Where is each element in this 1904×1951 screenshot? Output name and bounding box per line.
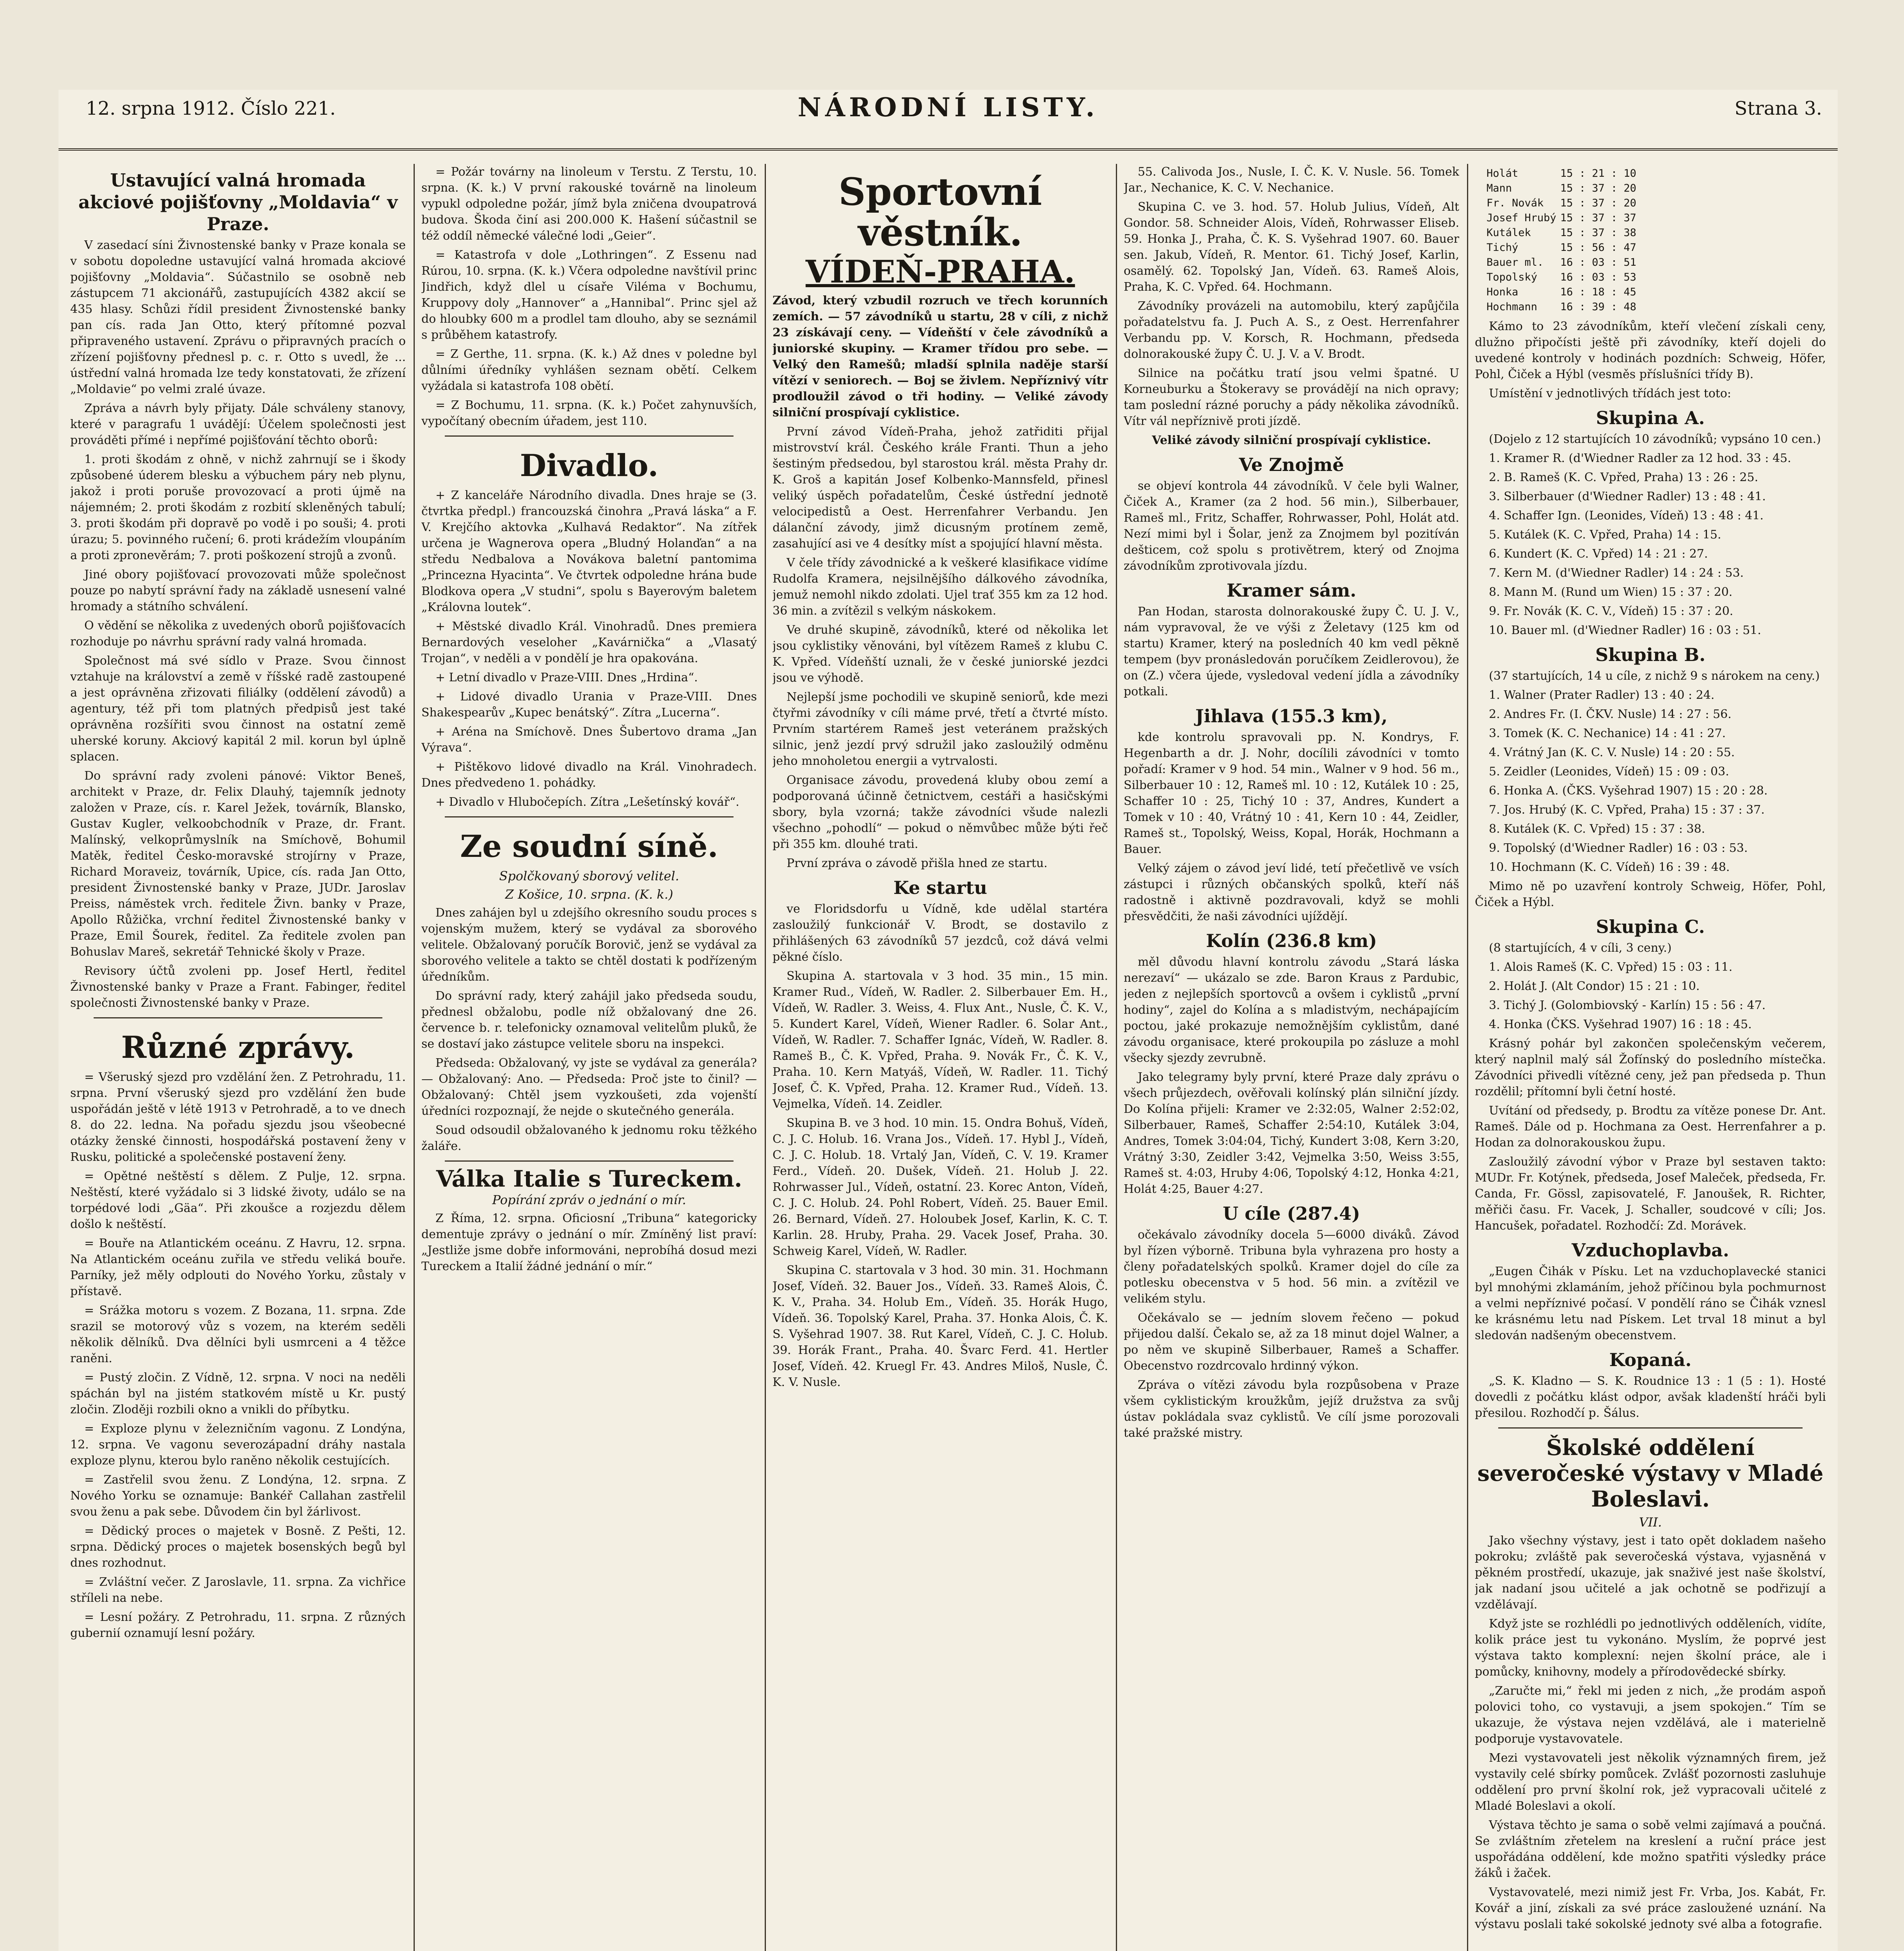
divider xyxy=(445,435,734,437)
list-item: 9. Fr. Novák (K. C. V., Vídeň) 15 : 37 : 20. xyxy=(1489,604,1733,618)
list-item: 1. Alois Rameš (K. C. Vpřed) 15 : 03 : 11. xyxy=(1489,960,1733,974)
divider xyxy=(445,1160,734,1162)
list-item: 2. Holát J. (Alt Condor) 15 : 21 : 10. xyxy=(1489,979,1700,993)
paragraph: Skupina C. ve 3. hod. 57. Holub Julius, Vídeň, Alt Gondor. 58. Schneider Alois, Vídeň, Rohrwasser Eliseb. 59. Honka J., Praha, Č. K. S. Vyšehrad 1907. 60. Bauer sen. Jakub, Vídeň, R. Mentor. 61. Tichý Josef, Karlin, osamělý. 62. Topolský Jan, Vídeň. 63. Rameš Alois, Praha, K. C. Vpřed. 64. Hochmann. xyxy=(1124,200,1459,294)
paragraph: Když jste se rozhlédli po jednotlivých odděleních, vidíte, kolik práce jest tu vykonáno. Myslím, že poprvé jest výstava takto komplexní: nejen školní práce, ale i pomůcky, knihovny, modely a přírodovědecké sbírky. xyxy=(1475,1617,1826,1679)
masthead xyxy=(59,90,1838,151)
news-item: = Dědický proces o majetek v Bosně. Z Pešti, 12. srpna. Dědický proces o majetek bosenských begů byl dnes rozhodnut. xyxy=(70,1524,406,1570)
list-item: 8. Mann M. (Rund um Wien) 15 : 37 : 20. xyxy=(1489,585,1733,599)
paragraph: Jiné obory pojišťovací provozovati může společnost pouze po nabytí správní řady na základě usnesení valné hromady a státního schválení. xyxy=(70,568,406,613)
paragraph: Pan Hodan, starosta dolnorakouské župy Č. U. J. V., nám vypravoval, že ve výši z Želetavy (125 km od startu) Kramer, který na posledních 40 km vedl pěkně tempem (byv pronásledován poručíkem Zeidlerovou), že on (Z.) včera újede, vysledoval vedení jídla a závodníky potkali. xyxy=(1124,605,1459,698)
paragraph: Závodníky provázeli na automobilu, který zapůjčila pořadatelstvu fa. J. Puch A. S., z Oest. Herrenfahrer Verbandu pp. V. Korsch, R. Hochmann, předseda dolnorakouské župy Č. U. J. V. a V. Brodt. xyxy=(1124,299,1459,361)
paragraph: Ve druhé skupině, závodníků, které od několika let jsou cyklistiky věnováni, byl vítězem Rameš z klubu C. K. Vpřed. Vídeňští uznali, že v české juniorské jezdci jsou ve výhodě. xyxy=(773,623,1108,685)
list-item: 5. Kutálek (K. C. Vpřed, Praha) 14 : 15. xyxy=(1489,528,1721,542)
court-subheading: Spolčkovaný sborový velitel. xyxy=(499,869,679,883)
group-c-heading: Skupina C. xyxy=(1596,916,1705,937)
paragraph: Veliké závody silniční prospívají cyklistice. xyxy=(1152,434,1431,447)
news-item: = Pustý zločin. Z Vídně, 12. srpna. V noci na neděli spáchán byl na jistém statkovém místě u Kr. pustý zločin. Zloději rozbili okno a vnikli do příbytku. xyxy=(70,1371,406,1416)
paragraph: 55. Calivoda Jos., Nusle, I. Č. K. V. Nusle. 56. Tomek Jar., Nechanice, K. C. V. Nechanice. xyxy=(1124,165,1459,195)
paragraph: Mimo ně po uzavření kontroly Schweig, Höfer, Pohl, Čiček a Hýbl. xyxy=(1475,880,1826,909)
table-row: Tichý 15 : 56 : 47 xyxy=(1487,242,1636,254)
lead-summary: Závod, který vzbudil rozruch ve třech korunních zemích. — 57 závodníků u startu, 28 v cíli, z nichž 23 získávají ceny. — Vídeňští v čele závodníků a juniorské skupiny. — Kramer třídou pro sebe. — Velký den Ramešů; mladší splnila naděje starší vítězí v seniorech. — Boj se živlem. Nepříznivý vítr prodloužil závod o tři hodiny. — Veliké závody silniční prospívají cyklistice. xyxy=(773,294,1108,419)
divider xyxy=(94,1017,382,1018)
paragraph: se objeví kontrola 44 závodníků. V čele byli Walner, Čiček A., Kramer (za 2 hod. 56 min.), Silberbauer, Rameš ml., Fritz, Schaffer, Rohrwasser, Pohl, Holát atd. Nezí mimi byl i Šolar, jenž za Znojmem byl pozitíván dešticem, což spolu s protivětrem, který od Znojma závodníkům zprotivovala jízdu. xyxy=(1124,479,1459,573)
list-item: 4. Honka (ČKS. Vyšehrad 1907) 16 : 18 : 45. xyxy=(1489,1018,1752,1031)
list-item: 6. Honka A. (ČKS. Vyšehrad 1907) 15 : 20 : 28. xyxy=(1489,784,1768,798)
theatre-item: + Aréna na Smíchově. Dnes Šubertovo drama „Jan Výrava“. xyxy=(421,725,757,755)
column-3 xyxy=(773,164,1108,1951)
news-item: = Exploze plynu v železničním vagonu. Z Londýna, 12. srpna. Ve vagonu severozápadní dráhy nastala exploze plynu, kterou bylo raněno několik cestujících. xyxy=(70,1422,406,1468)
list-item: 10. Hochmann (K. C. Vídeň) 16 : 39 : 48. xyxy=(1489,860,1730,874)
news-item: = Zvláštní večer. Z Jaroslavle, 11. srpna. Za vichřice stříleli na nebe. xyxy=(70,1575,406,1605)
paragraph: Soud odsoudil obžalovaného k jednomu roku těžkého žaláře. xyxy=(421,1123,757,1153)
paragraph: Do správní rady zvoleni pánové: Viktor Beneš, architekt v Praze, dr. Felix Dlauhý, tajemník jednoty založen v Praze, cís. r. Karel Ježek, továrník, Blansko, Gustav Kugler, velkoobchodník v Praze, dr. Frant. Malínský, velkoprůmyslník na Smíchově, Bohumil Matěk, ředitel Česko-moravské strojírny v Praze, Richard Moraveiz, továrník, Upice, cís. rada Jan Otto, president Živnostenské banky v Praze, JUDr. Jaroslav Preiss, náměstek vrch. ředitele Živn. banky v Praze, Apollo Růžička, vrchní ředitel Živnostenské banky v Praze, Emil Šourek, ředitel. Za ředitele zvolen pan Bohuslav Mareš, sekretář Tehnické školy v Praze. xyxy=(70,769,406,959)
list-item: 4. Vrátný Jan (K. C. V. Nusle) 14 : 20 : 55. xyxy=(1489,746,1735,759)
paragraph: Velký zájem o závod jeví lidé, tetí přečetlivě ve vsích zástupci i různých občanských spolků, kteří náš radostně i aktivně pozdravovali, když se mohli přesvědčiti, že naši závodníci ujíždějí. xyxy=(1124,862,1459,923)
paragraph: očekávalo závodníky docela 5—6000 diváků. Závod byl řízen výborně. Tribuna byla vyhrazena pro hosty a členy pořadatelských spolků. Kramer dojel do cíle za potlesku obecenstva v 5 hod. 56 min. a zvítězil ve velikém stylu. xyxy=(1124,1228,1459,1306)
table-row: Bauer ml. 16 : 03 : 51 xyxy=(1487,256,1636,268)
paragraph: Dnes zahájen byl u zdejšího okresního soudu proces s vojenským mužem, který se vydával za sborového velitele. Obžalovaný poručík Borovič, jenž se vydával za sborového velitele a takto se chtěl dostati k podřízeným úředníkům. xyxy=(421,906,757,984)
paragraph: měl důvodu hlavní kontrolu závodu „Stará láska nerezaví“ — ukázalo se zde. Baron Kraus z Pardubic, jeden z nejlepších sportovců a ovšem i cyklistů „první hodiny“, zajel do Kolína a s mladistvým, nechápajícím poctou, jaké prokazuje nemožnějším cyklistům, dané závodu organisace, které prokoupila po zásluze a mohl všecky sjezdy zevrubně. xyxy=(1124,955,1459,1065)
table-row: Topolský 16 : 03 : 53 xyxy=(1487,271,1636,283)
paragraph: Z Říma, 12. srpna. Oficiosní „Tribuna“ kategoricky dementuje zprávy o jednání o mír. Zmíněný list praví: „Jestliže jsme dobře informováni, neprobíhá dosud mezi Tureckem a Italií žádné jednání o mír.“ xyxy=(421,1212,757,1273)
column-rule xyxy=(1467,164,1468,1951)
table-row: Holát 15 : 21 : 10 xyxy=(1487,167,1636,179)
page-number: Strana 3. xyxy=(1734,98,1822,119)
kolin-heading: Kolín (236.8 km) xyxy=(1206,930,1377,951)
paragraph: Umístění v jednotlivých třídách jest toto: xyxy=(1489,387,1732,400)
kramer-heading: Kramer sám. xyxy=(1226,580,1357,601)
paragraph: „Eugen Čihák v Písku. Let na vzduchoplavecké stanici byl mnohými zklamáním, jehož příčinou byla pochmurnost a velmi nepříznivé počasí. V pondělí ráno se Čihák vznesl ke krásnému letu nad Pískem. Let trval 18 minut a byl sledován nadšeným obecenstvem. xyxy=(1475,1265,1826,1342)
list-item: 10. Bauer ml. (d'Wiedner Radler) 16 : 03 : 51. xyxy=(1489,624,1761,637)
list-item: 2. B. Rameš (K. C. Vpřed, Praha) 13 : 26 : 25. xyxy=(1489,471,1758,484)
paragraph: kde kontrolu spravovali pp. N. Kondrys, F. Hegenbarth a dr. J. Nohr, docílili závodníci v tomto pořadí: Kramer v 9 hod. 54 min., Walner v 9 hod. 56 m., Silberbauer 10 : 12, Rameš ml. 10 : 12, Kutálek 10 : 25, Schaffer 10 : 25, Tichý 10 : 37, Andres, Kundert a Tomek v 10 : 40, Vrátný 10 : 41, Kern 10 : 44, Zeidler, Rameš st., Topolský, Weiss, Kopal, Horák, Hochmann a Bauer. xyxy=(1124,730,1459,856)
theatre-item: + Z kanceláře Národního divadla. Dnes hraje se (3. čtvrtka předpl.) francouzská činohra „Pravá láska“ a F. V. Krejčího aktovka „Kulhavá Redaktor“. Na zítřek určena je Wagnerova opera „Bludný Holanďan“ a na středu Nedbalova a Novákova baletní pantomima „Princezna Hyacinta“. Ve čtvrtek odpoledne hrána bude Blodkova opera „V studni“, spolu s Bayerovým baletem „Královna loutek“. xyxy=(421,489,757,614)
issue-date: 12. srpna 1912. Číslo 221. xyxy=(86,98,336,119)
sport-section-title: Sportovní věstník. xyxy=(838,170,1042,254)
table-row: Fr. Novák 15 : 37 : 20 xyxy=(1487,197,1636,209)
list-item: 7. Jos. Hrubý (K. C. Vpřed, Praha) 15 : 37 : 37. xyxy=(1489,803,1765,817)
theatre-item: + Pištěkovo lidové divadlo na Král. Vinohradech. Dnes předvedeno 1. pohádky. xyxy=(421,760,757,790)
paragraph: O vědění se několika z uvedených oborů pojišťovacích rozhoduje po návrhu správní rady valná hromada. xyxy=(70,619,406,649)
paragraph: Uvítání od předsedy, p. Brodtu za vítěze ponese Dr. Ant. Rameš. Dále od p. Hochmana za Oest. Herrenfahrer a p. Hodan za dolnorakouskou župu. xyxy=(1475,1104,1826,1150)
paragraph: „Zaručte mi,“ řekl mi jeden z nich, „že prodám aspoň polovici toho, co vystavuji, a jsem spokojen.“ Tím se ukazuje, že výstava nejen vzdělává, ale i materielně podporuje vystavovatele. xyxy=(1475,1684,1826,1746)
paragraph: V zasedací síni Živnostenské banky v Praze konala se v sobotu dopoledne ustavující valná hromada akciové pojišťovny „Moldavia“. Súčastnilo se osobně neb zástupcem 71 akcionářů, zastupujících 4382 akcií se 435 hlasy. Schůzi řídil president Živnostenské banky pan cís. rada Jan Otto, který přítomné pozval připraveného ustavení. Zprávu o připravných pracích o zřízení pojišťovny přednesl p. c. r. Otto s uvedl, že ... ústřední valná hromada lze tedy konstatovati, že zřízení „Moldavie“ po velmi zralé úvaze. xyxy=(70,238,406,396)
group-note: (8 startujících, 4 v cíli, 3 ceny.) xyxy=(1489,941,1672,955)
list-item: 3. Silberbauer (d'Wiedner Radler) 13 : 48 : 41. xyxy=(1489,490,1766,503)
football-heading: Kopaná. xyxy=(1609,1349,1692,1370)
znojmo-heading: Ve Znojmě xyxy=(1239,454,1344,475)
results-table xyxy=(1487,166,1640,315)
part-number: VII. xyxy=(1639,1515,1662,1530)
column-rule xyxy=(414,164,415,1951)
jihlava-heading: Jihlava (155.3 km), xyxy=(1195,705,1388,727)
section-heading-ze-soudni-sine: Ze soudní síně. xyxy=(460,829,718,864)
news-item: = Všeruský sjezd pro vzdělání žen. Z Petrohradu, 11. srpna. První všeruský sjezd pro vzdělání žen bude uspořádán ještě v létě 1913 v Petrohradě, a to ve dnech 8. do 22. ledna. Na pořadu sjezdu jsou všeobecné otázky ženské činnosti, hospodářská postavení ženy v Rusku, politické a společenské postavení ženy. xyxy=(70,1070,406,1164)
start-heading: Ke startu xyxy=(893,877,988,898)
table-row: Mann 15 : 37 : 20 xyxy=(1487,182,1636,194)
paragraph: Revisory účtů zvoleni pp. Josef Hertl, ředitel Živnostenské banky v Praze a Frant. Fabinger, ředitel společnosti Živnostenské banky v Praze. xyxy=(70,964,406,1010)
paragraph: Silnice na počátku tratí jsou velmi špatné. U Korneuburku a Štokeravy se provádějí na nich opravy; tam poslední rázné poruchy a pády několika závodníků. Vítr vál nepříznivě proti jízdě. xyxy=(1124,366,1459,428)
aviation-heading: Vzduchoplavba. xyxy=(1572,1240,1729,1261)
news-item: = Z Bochumu, 11. srpna. (K. k.) Počet zahynuvších, vypočítaný obecním úřadem, jest 110. xyxy=(421,398,757,428)
paragraph: Jako všechny výstavy, jest i tato opět dokladem našeho pokroku; zvláště pak severočeská výstava, vyjasněná v pěkném prostředí, ukazuje, jak snaživé jest naše školství, jak nadaní jsou učitelé a jak ochotně se podřizují a vzdělávají. xyxy=(1475,1534,1826,1612)
column-5 xyxy=(1475,164,1826,1951)
war-subheading: Popírání zpráv o jednání o mír. xyxy=(492,1192,686,1207)
finish-heading: U cíle (287.4) xyxy=(1223,1203,1360,1224)
news-item: = Lesní požáry. Z Petrohradu, 11. srpna. Z různých gubernií oznamují lesní požáry. xyxy=(70,1610,406,1640)
moldavia-headline: Ustavující valná hromada akciové pojišťovny „Moldavia“ v Praze. xyxy=(78,170,398,235)
paragraph: 1. proti škodám z ohně, v nichž zahrnují se i škody způsobené úderem blesku a výbuchem páry neb plynu, jakož i proti poruše provozovací a proti újmě na nájemném; 2. proti škodám z rozbití skleněných tabulí; 3. proti škodám při dopravě po vodě i po souši; 4. proti úrazu; 5. povinného ručení; 6. proti krádežím vloupáním a proti zpronevěrám; 7. proti poškození strojů a zvonů. xyxy=(70,453,406,562)
section-heading-divadlo: Divadlo. xyxy=(520,448,659,483)
paragraph: První zpráva o závodě přišla hned ze startu. xyxy=(787,856,1048,870)
paragraph: Kámo to 23 závodníkům, kteří vlečení získali ceny, dlužno připočísti ještě při závodníky, kteří dojeli do uvedené kontroly v hodinách pozdních: Schweig, Höfer, Pohl, Čiček a Hýbl (vesměs příslušníci třídy B). xyxy=(1475,320,1826,381)
paragraph: Výstava těchto je sama o sobě velmi zajímavá a poučná. Se zvláštním zřetelem na kreslení a ruční práce jest uspořádána oddělení, kde možno spatřiti výsledky práce žáků i žaček. xyxy=(1475,1818,1826,1880)
table-row: Hochmann 16 : 39 : 48 xyxy=(1487,301,1636,313)
section-heading-ruzne-zpravy: Různé zprávy. xyxy=(121,1030,355,1065)
paragraph: „S. K. Kladno — S. K. Roudnice 13 : 1 (5 : 1). Hosté dovedli z počátku klást odpor, avšak kladenští hráči byli přesilou. Rozhodčí p. Šálus. xyxy=(1475,1374,1826,1420)
table-row: Kutálek 15 : 37 : 38 xyxy=(1487,227,1636,239)
paragraph: Jako telegramy byly první, které Praze daly zprávu o všech průjezdech, ověřovali kolínský plán silniční jízdy. Do Kolína přijeli: Kramer ve 2:32:05, Walner 2:52:02, Silberbauer, Rameš, Schaffer 2:54:10, Kutálek 3:04, Andres, Tomek 3:04:04, Tichý, Kundert 3:08, Kern 3:20, Vrátný 3:30, Zeidler 3:42, Vejmelka 3:50, Weiss 3:55, Rameš st. 4:03, Hruby 4:06, Topolský 4:12, Honka 4:21, Holát 4:25, Bauer 4:27. xyxy=(1124,1070,1459,1196)
group-note: (37 startujících, 14 u cíle, z nichž 9 s nárokem na ceny.) xyxy=(1489,669,1820,683)
list-item: 9. Topolský (d'Wiedner Radler) 16 : 03 : 53. xyxy=(1489,841,1748,855)
list-item: 2. Andres Fr. (I. ČKV. Nusle) 14 : 27 : 56. xyxy=(1489,707,1732,721)
theatre-item: + Městské divadlo Král. Vinohradů. Dnes premiera Bernardových veseloher „Kavárnička“ a „Vlasatý Trojan“, v neděli a v pondělí je hra opakována. xyxy=(421,620,757,665)
paragraph: Organisace závodu, provedená kluby obou zemí a podporovaná účinně četnictvem, cestáři a hasičskými sbory, byla vzorná; takže závodníci všude nalezli všechno „pohodlí“ — pokud o němvůbec může býti řeč při 355 km. dlouhé trati. xyxy=(773,773,1108,851)
race-title: VÍDEŇ-PRAHA. xyxy=(805,253,1075,290)
list-item: 7. Kern M. (d'Wiedner Radler) 14 : 24 : 53. xyxy=(1489,566,1744,580)
war-headline: Válka Italie s Tureckem. xyxy=(436,1166,742,1192)
news-item: = Požár továrny na linoleum v Terstu. Z Terstu, 10. srpna. (K. k.) V první rakouské továrně na linoleum vypukl odpoledne požár, jímž byla zničena dvoupatrová budova. Škoda činí asi 200.000 K. Hašení súčastnil se též oddíl německé válečné lodi „Geier“. xyxy=(421,165,757,243)
column-rule xyxy=(1116,164,1117,1951)
group-b-heading: Skupina B. xyxy=(1595,644,1706,665)
column-1 xyxy=(70,164,406,1951)
table-row: Honka 16 : 18 : 45 xyxy=(1487,286,1636,298)
divider xyxy=(1498,1427,1803,1429)
paragraph: Krásný pohár byl zakončen společenským večerem, který naplnil malý sál Žofínský do posledního místečka. Závodníci přivedli vítězné ceny, jež pan předseda p. Thun rozdělil; přítomní byli četní hosté. xyxy=(1475,1037,1826,1098)
column-2 xyxy=(421,164,757,1951)
paragraph: Skupina A. startovala v 3 hod. 35 min., 15 min. Kramer Rud., Vídeň, W. Radler. 2. Silberbauer Em. H., Vídeň, W. Radler. 3. Weiss, 4. Flux Ant., Nusle, Č. K. V., 5. Kundert Karel, Vídeň, Wiener Radler. 6. Solar Ant., Vídeň, W. Radler. 7. Schaffer Ignác, Vídeň, W. Radler. 8. Rameš B., Č. K. Vpřed, Praha. 9. Novák Fr., Č. K. V., Praha. 10. Kern Matyáš, Vídeň, W. Radler. 11. Tichý Josef, Č. K. Vpřed, Praha. 12. Kramer Rud., Vídeň. 13. Vejmelka, Vídeň. 14. Zeidler. xyxy=(773,969,1108,1111)
paragraph: Předseda: Obžalovaný, vy jste se vydával za generála? — Obžalovaný: Ano. — Předseda: Proč jste to činil? — Obžalovaný: Chtěl jsem vyzkoušeti, zda vojenští úředníci rozpoznají, že nejde o skutečného generála. xyxy=(421,1056,757,1118)
column-4 xyxy=(1124,164,1459,1951)
court-dateline: Z Košice, 10. srpna. (K. k.) xyxy=(505,887,673,902)
list-item: 6. Kundert (K. C. Vpřed) 14 : 21 : 27. xyxy=(1489,547,1708,561)
paragraph: Vystavovatelé, mezi nimiž jest Fr. Vrba, Jos. Kabát, Fr. Kovář a jiní, získali za své práce zasloužené uznání. Na výstavu poslali také sokolské jednoty své alba a fotografie. xyxy=(1475,1885,1826,1931)
paragraph: Skupina B. ve 3 hod. 10 min. 15. Ondra Bohuš, Vídeň, C. J. C. Holub. 16. Vrana Jos., Vídeň. 17. Hybl J., Vídeň, C. J. C. Holub. 18. Vrtalý Jan, Vídeň, C. V. 19. Kramer Ferd., Vídeň. 20. Dušek, Vídeň. 21. Holub J. 22. Rohrwasser Jul., Vídeň, ostatní. 23. Korec Anton, Vídeň, C. J. C. Holub. 24. Pohl Robert, Vídeň. 25. Bauer Emil. 26. Bernard, Vídeň. 27. Holoubek Josef, Karlin, K. C. T. Karlin. 28. Hruby, Praha. 29. Vacek Josef, Praha. 30. Schweig Karel, Vídeň, W. Radler. xyxy=(773,1116,1108,1258)
newspaper-page xyxy=(59,90,1838,1951)
news-item: = Opětné neštěstí s dělem. Z Pulje, 12. srpna. Neštěstí, které vyžádalo si 3 lidské životy, událo se na torpédové lodi „Gäa“. Při zkoušce a rozjezdu dělem došlo k neštěstí. xyxy=(70,1169,406,1231)
paragraph: Zpráva a návrh byly přijaty. Dále schváleny stanovy, které v paragrafu 1 uvádějí: Účelem společnosti jest prováděti přímé i nepřímé pojišťování těchto oborů: xyxy=(70,402,406,447)
paragraph: Zasloužilý závodní výbor v Praze byl sestaven takto: MUDr. Fr. Kotýnek, předseda, Josef Maleček, předseda, Fr. Canda, Fr. Gössl, zapisovatelé, F. Janoušek, R. Richter, měřiči času. Fr. Vacek, J. Schaller, soudcové v cíli; Jos. Hancušek, pořadatel. Rozhodčí: Zd. Morávek. xyxy=(1475,1155,1826,1233)
theatre-item: + Letní divadlo v Praze-VIII. Dnes „Hrdina“. xyxy=(435,671,698,684)
news-item: = Z Gerthe, 11. srpna. (K. k.) Až dnes v poledne byl důlními úředníky vyhlášen seznam obětí. Celkem vyžádala si katastrofa 108 obětí. xyxy=(421,347,757,393)
list-item: 8. Kutálek (K. C. Vpřed) 15 : 37 : 38. xyxy=(1489,822,1705,836)
list-item: 3. Tichý J. (Golombiovský - Karlín) 15 : 56 : 47. xyxy=(1489,999,1766,1012)
news-item: = Bouře na Atlantickém oceánu. Z Havru, 12. srpna. Na Atlantickém oceánu zuřila ve středu veliká bouře. Parníky, jež měly odplouti do Nového Yorku, zůstaly v přístavě. xyxy=(70,1237,406,1298)
theatre-item: + Divadlo v Hlubočepích. Zítra „Lešetínský kovář“. xyxy=(435,795,739,809)
school-exhibition-headline: Školské oddělení severočeské výstavy v Mladé Boleslavi. xyxy=(1477,1435,1824,1512)
list-item: 1. Kramer R. (d'Wiedner Radler za 12 hod. 33 : 45. xyxy=(1489,451,1791,465)
news-item: = Katastrofa v dole „Lothringen“. Z Essenu nad Rúrou, 10. srpna. (K. k.) Včera odpoledne navštívil princ Jindřich, když dlel u císaře Viléma v Bochumu, Kruppovy doly „Hannover“ a „Hannibal“. Princ sjel až do hloubky 600 m a prodlel tam dlouho, aby se seznámil s průběhem katastrofy. xyxy=(421,248,757,342)
paragraph: Nejlepší jsme pochodili ve skupině seniorů, kde mezi čtyřmi závodníky v cíli máme prvé, třetí a čtvrté místo. Prvním startérem Rameš jest veteránem pražských silnic, jenž jezdí prvý sdružil jako zasloužilý odměnu jeho mnoholetou energii a vytrvalosti. xyxy=(773,690,1108,768)
list-item: 1. Walner (Prater Radler) 13 : 40 : 24. xyxy=(1489,688,1715,702)
group-note: (Dojelo z 12 startujících 10 závodníků; vypsáno 10 cen.) xyxy=(1489,432,1821,446)
theatre-item: + Lidové divadlo Urania v Praze-VIII. Dnes Shakespearův „Kupec benátský“. Zítra „Lucerna“. xyxy=(421,690,757,720)
table-row: Josef Hrubý 15 : 37 : 37 xyxy=(1487,212,1636,224)
divider xyxy=(445,816,734,817)
paragraph: Zpráva o vítězi závodu byla rozpůsobena v Praze všem cyklistickým kroužkům, jejíž družstva za svůj ústav pokládala svaz cyklistů. Ve cílí jsme porozovali také pražské mistry. xyxy=(1124,1378,1459,1440)
news-item: = Srážka motoru s vozem. Z Bozana, 11. srpna. Zde srazil se motorový vůz s vozem, na kterém seděli několik dělníků. Dva dělníci byli usmrceni a 4 těžce raněni. xyxy=(70,1304,406,1365)
paragraph: V čele třídy závodnické a k veškeré klasifikace vidíme Rudolfa Kramera, nejsilnějšího dálkového závodníka, jemuž nemohl nikdo zdolati. Ujel trať 355 km za 12 hod. 36 min. a zvítězil s velkým náskokem. xyxy=(773,556,1108,618)
paragraph: ve Floridsdorfu u Vídně, kde udělal startéra zasloužilý funkcionář V. Brodt, se dostavilo z přihlášených 63 závodníků 57 jezdců, což dává velmi pěkné číslo. xyxy=(773,902,1108,964)
paragraph: První závod Vídeň-Praha, jehož zatřiditi přijal mistrovství král. Českého krále Franti. Thun a jeho šestiným předsedou, byl starostou král. města Prahy dr. K. Groš a kapitán Josef Kolbenko-Mannsfeld, přinesl veliký úspěch pořadatelům, České ústřední jednotě velocipedistů a Oest. Herrenfahrer Verbandu. Jen dálanční závody, jimž dicusným protínem země, zasahující asi ve 4 desítky míst a spojující hlavní města. xyxy=(773,425,1108,551)
paragraph: Očekávalo se — jedním slovem řečeno — pokud přijedou další. Čekalo se, až za 18 minut dojel Walner, a po něm ve skupině Silberbauer, Rameš a Schaffer. Obecenstvo rozdrcovalo hrdinný výkon. xyxy=(1124,1311,1459,1373)
news-item: = Zastřelil svou ženu. Z Londýna, 12. srpna. Z Nového Yorku se oznamuje: Bankéř Callahan zastřelil svou ženu a pak sebe. Důvodem čin byl žárlivost. xyxy=(70,1473,406,1519)
paragraph: Do správní rady, který zahájil jako předseda soudu, přednesl obžalobu, podle níž obžalovaný dne 26. července b. r. telefonicky oznamoval velitelům pluků, že se dostaví jako zástupce velitele sboru na inspekci. xyxy=(421,989,757,1051)
list-item: 5. Zeidler (Leonides, Vídeň) 15 : 09 : 03. xyxy=(1489,765,1729,778)
paragraph: Společnost má své sídlo v Praze. Svou činnost vztahuje na království a země v říšské radě zastoupené a jest oprávněna zřizovati filiálky (oddělení závodů) a agentury, též při tom platných předpisů jest také oprávněna rozšířiti svou činnost na ostatní země uherské koruny. Akciový kapitál 2 mil. korun byl úplně splacen. xyxy=(70,654,406,764)
newspaper-title: NÁRODNÍ LISTY. xyxy=(797,92,1099,123)
paragraph: Skupina C. startovala v 3 hod. 30 min. 31. Hochmann Josef, Vídeň. 32. Bauer Jos., Vídeň. 33. Rameš Alois, Č. K. V., Praha. 34. Holub Em., Vídeň. 35. Horák Hugo, Vídeň. 36. Topolský Karel, Praha. 37. Honka Alois, Č. K. S. Vyšehrad 1907. 38. Rut Karel, Vídeň, C. J. C. Holub. 39. Horák Frant., Praha. 40. Švarc Ferd. 41. Hertler Josef, Vídeň. 42. Kruegl Fr. 43. Andres Miloš, Nusle, Č. K. V. Nusle. xyxy=(773,1263,1108,1389)
list-item: 3. Tomek (K. C. Nechanice) 14 : 41 : 27. xyxy=(1489,727,1726,740)
column-rule xyxy=(765,164,766,1951)
paragraph: Mezi vystavovateli jest několik významných firem, jež vystavily celé sbírky pomůcek. Zvlášť pozornosti zasluhuje oddělení pro první školní rok, jež vypracovali učitelé z Mladé Boleslavi a okolí. xyxy=(1475,1751,1826,1813)
group-a-heading: Skupina A. xyxy=(1596,407,1705,428)
list-item: 4. Schaffer Ign. (Leonides, Vídeň) 13 : 48 : 41. xyxy=(1489,509,1764,522)
